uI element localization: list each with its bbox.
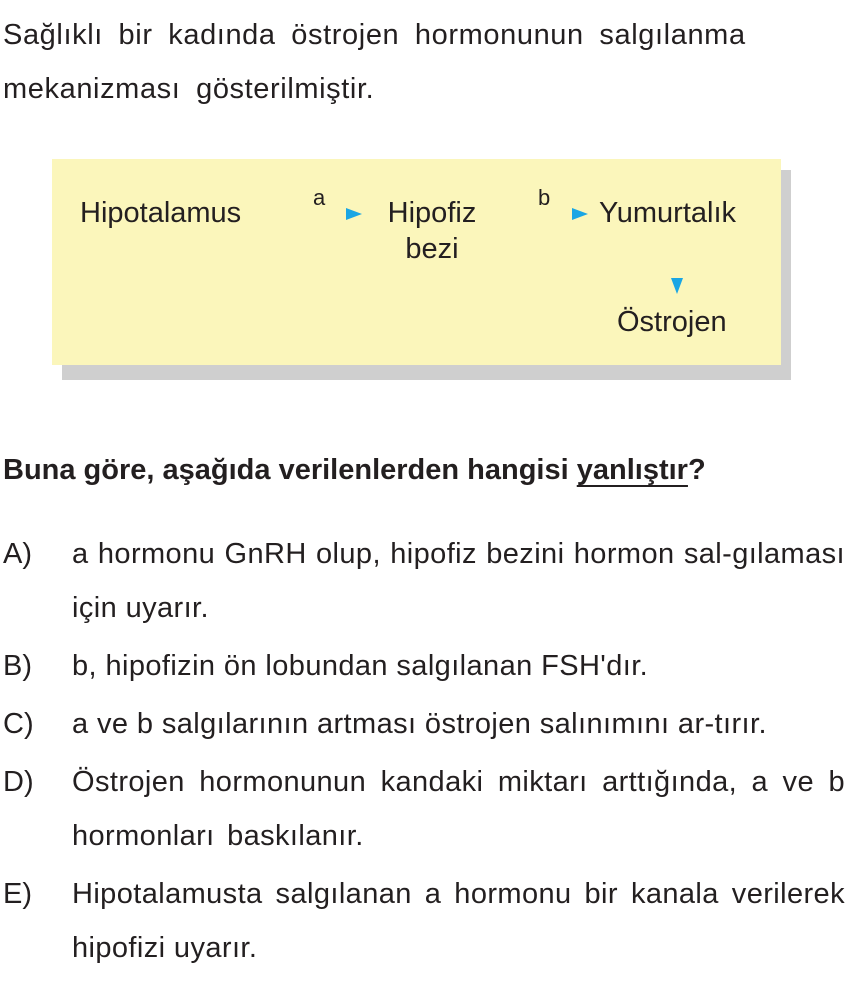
arrow-b-label: b	[538, 185, 551, 210]
option-b[interactable]	[3, 639, 845, 693]
question-prefix: Buna göre, aşağıda verilenlerden hangisi	[3, 454, 577, 486]
option-d[interactable]	[3, 755, 845, 863]
intro-text: Sağlıklı bir kadında östrojen hormonunun salgılanma mekanizması gösterilmiştir.	[3, 19, 746, 105]
option-e[interactable]	[3, 867, 845, 975]
option-c[interactable]	[3, 697, 845, 751]
question-text	[3, 443, 853, 497]
option-letter: C)	[3, 708, 34, 740]
node-hipotalamus: Hipotalamus	[80, 197, 242, 229]
node-yumurtalik: Yumurtalık	[599, 197, 736, 229]
node-hipofiz-line1: Hipofiz	[387, 197, 477, 229]
option-letter: D)	[3, 766, 34, 798]
option-text: Hipotalamusta salgılanan a hormonu bir kanala verilerek hipofizi uyarır.	[72, 878, 845, 964]
arrow-a-label: a	[313, 185, 326, 210]
arrow-a	[275, 208, 362, 220]
question-emphasis: yanlıştır	[576, 454, 688, 486]
node-ostrojen: Östrojen	[617, 306, 727, 338]
option-text: a hormonu GnRH olup, hipofiz bezini hormon sal-gılaması için uyarır.	[72, 538, 845, 624]
option-text: a ve b salgılarının artması östrojen salınımını ar-tırır.	[72, 708, 767, 740]
option-text: b, hipofizin ön lobundan salgılanan FSH'dır.	[72, 650, 649, 682]
arrow-down	[671, 238, 683, 294]
option-letter: E)	[3, 878, 32, 910]
arrow-b	[500, 208, 588, 220]
question-suffix: ?	[687, 454, 706, 486]
option-letter: A)	[3, 538, 32, 570]
options-list	[3, 527, 845, 979]
node-hipofiz-line2: bezi	[405, 233, 459, 265]
option-a[interactable]	[3, 527, 845, 635]
option-letter: B)	[3, 650, 32, 682]
option-text: Östrojen hormonunun kandaki miktarı arttığında, a ve b hormonları baskılanır.	[72, 766, 845, 852]
